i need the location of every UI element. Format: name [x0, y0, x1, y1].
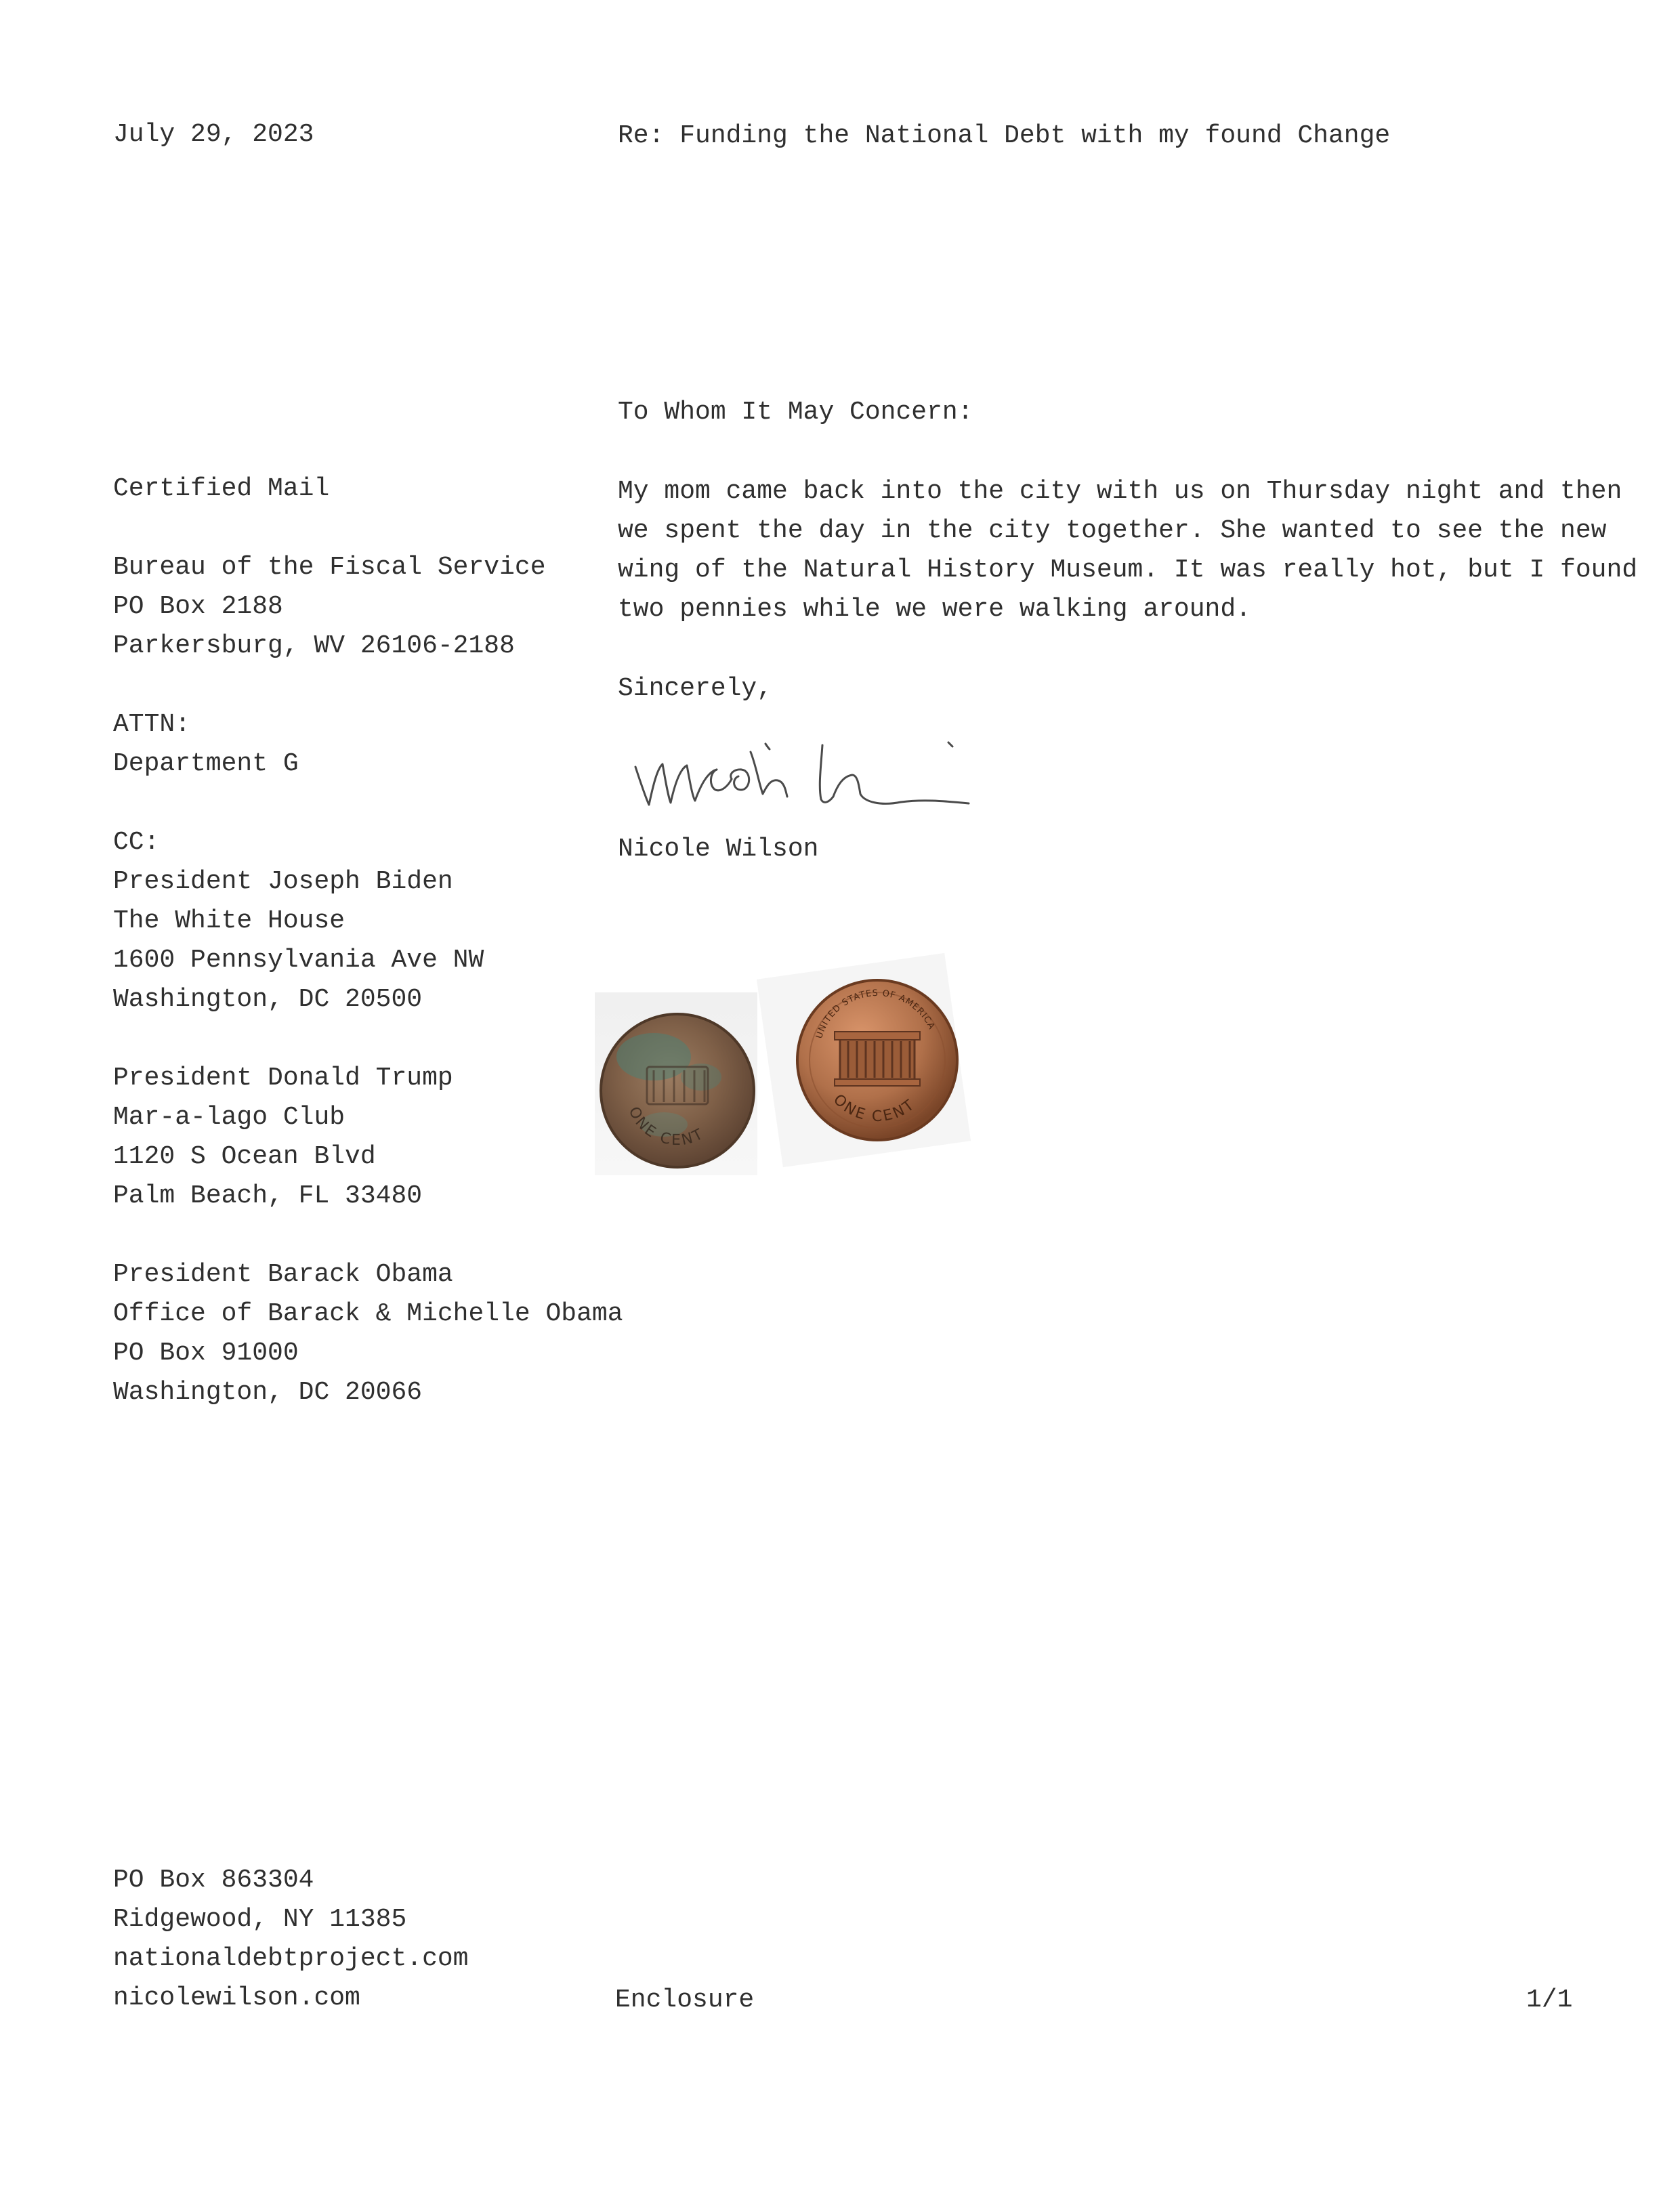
cc-address-line: Mar-a-lago Club — [113, 1103, 345, 1132]
coin-inscription: UNITED STATES OF AMERICA — [814, 988, 937, 1040]
cc-recipient-name: President Donald Trump — [113, 1064, 453, 1093]
attention-label: ATTN: — [113, 710, 191, 739]
recipient-name: Bureau of the Fiscal Service — [113, 553, 546, 582]
footer-contact — [113, 1861, 469, 2018]
letter-body — [618, 472, 1638, 629]
attention-department: Department G — [113, 749, 299, 778]
cc-address-line: Washington, DC 20500 — [113, 985, 423, 1014]
pennies-image — [589, 959, 969, 1202]
coin-inscription: ONE CENT — [625, 1104, 708, 1150]
body-line: wing of the Natural History Museum. It was really hot, but I found — [618, 555, 1638, 585]
footer-website: nationaldebtproject.com — [113, 1944, 469, 1973]
attention-block — [113, 705, 601, 784]
cc-recipient-name: President Barack Obama — [113, 1260, 453, 1289]
body-line: My mom came back into the city with us on Thursday night and then — [618, 477, 1622, 506]
cc-address-line: Washington, DC 20066 — [113, 1378, 423, 1407]
page-number: 1/1 — [1526, 1985, 1573, 2015]
recipient-address — [113, 548, 601, 666]
enclosed-pennies — [589, 959, 969, 1202]
cc-block-biden — [113, 823, 601, 1019]
closing: Sincerely, — [618, 674, 773, 703]
cc-address-line: Office of Barack & Michelle Obama — [113, 1299, 623, 1328]
address-column — [113, 469, 623, 1452]
cc-address-line: 1600 Pennsylvania Ave NW — [113, 946, 484, 975]
penny-shiny — [797, 980, 957, 1140]
cc-label: CC: — [113, 828, 160, 857]
cc-address-line: The White House — [113, 906, 345, 935]
enclosure-note: Enclosure — [615, 1985, 755, 2015]
cc-address-line: PO Box 91000 — [113, 1339, 299, 1368]
body-line: two pennies while we were walking around. — [618, 595, 1251, 624]
letter-subject: Re: Funding the National Debt with my found Change — [618, 121, 1391, 150]
cc-block-obama — [113, 1255, 623, 1412]
mail-type-block — [113, 469, 601, 509]
cc-recipient-name: President Joseph Biden — [113, 867, 453, 896]
body-line: we spent the day in the city together. She wanted to see the new — [618, 516, 1607, 545]
salutation: To Whom It May Concern: — [618, 398, 973, 427]
cc-address-line: Palm Beach, FL 33480 — [113, 1181, 423, 1211]
handwritten-signature — [630, 732, 1009, 820]
cc-address-line: 1120 S Ocean Blvd — [113, 1142, 376, 1171]
footer-address-line: Ridgewood, NY 11385 — [113, 1905, 407, 1934]
footer-website: nicolewilson.com — [113, 1983, 360, 2013]
coin-inscription: ONE CENT — [829, 1091, 919, 1126]
footer-address-line: PO Box 863304 — [113, 1866, 314, 1895]
mail-type: Certified Mail — [113, 474, 330, 503]
recipient-address-line: PO Box 2188 — [113, 592, 283, 621]
recipient-address-line: Parkersburg, WV 26106-2188 — [113, 631, 515, 660]
penny-worn — [601, 1014, 754, 1167]
cc-block-trump — [113, 1059, 601, 1216]
signer-name: Nicole Wilson — [618, 835, 819, 864]
letter-date: July 29, 2023 — [113, 120, 314, 149]
